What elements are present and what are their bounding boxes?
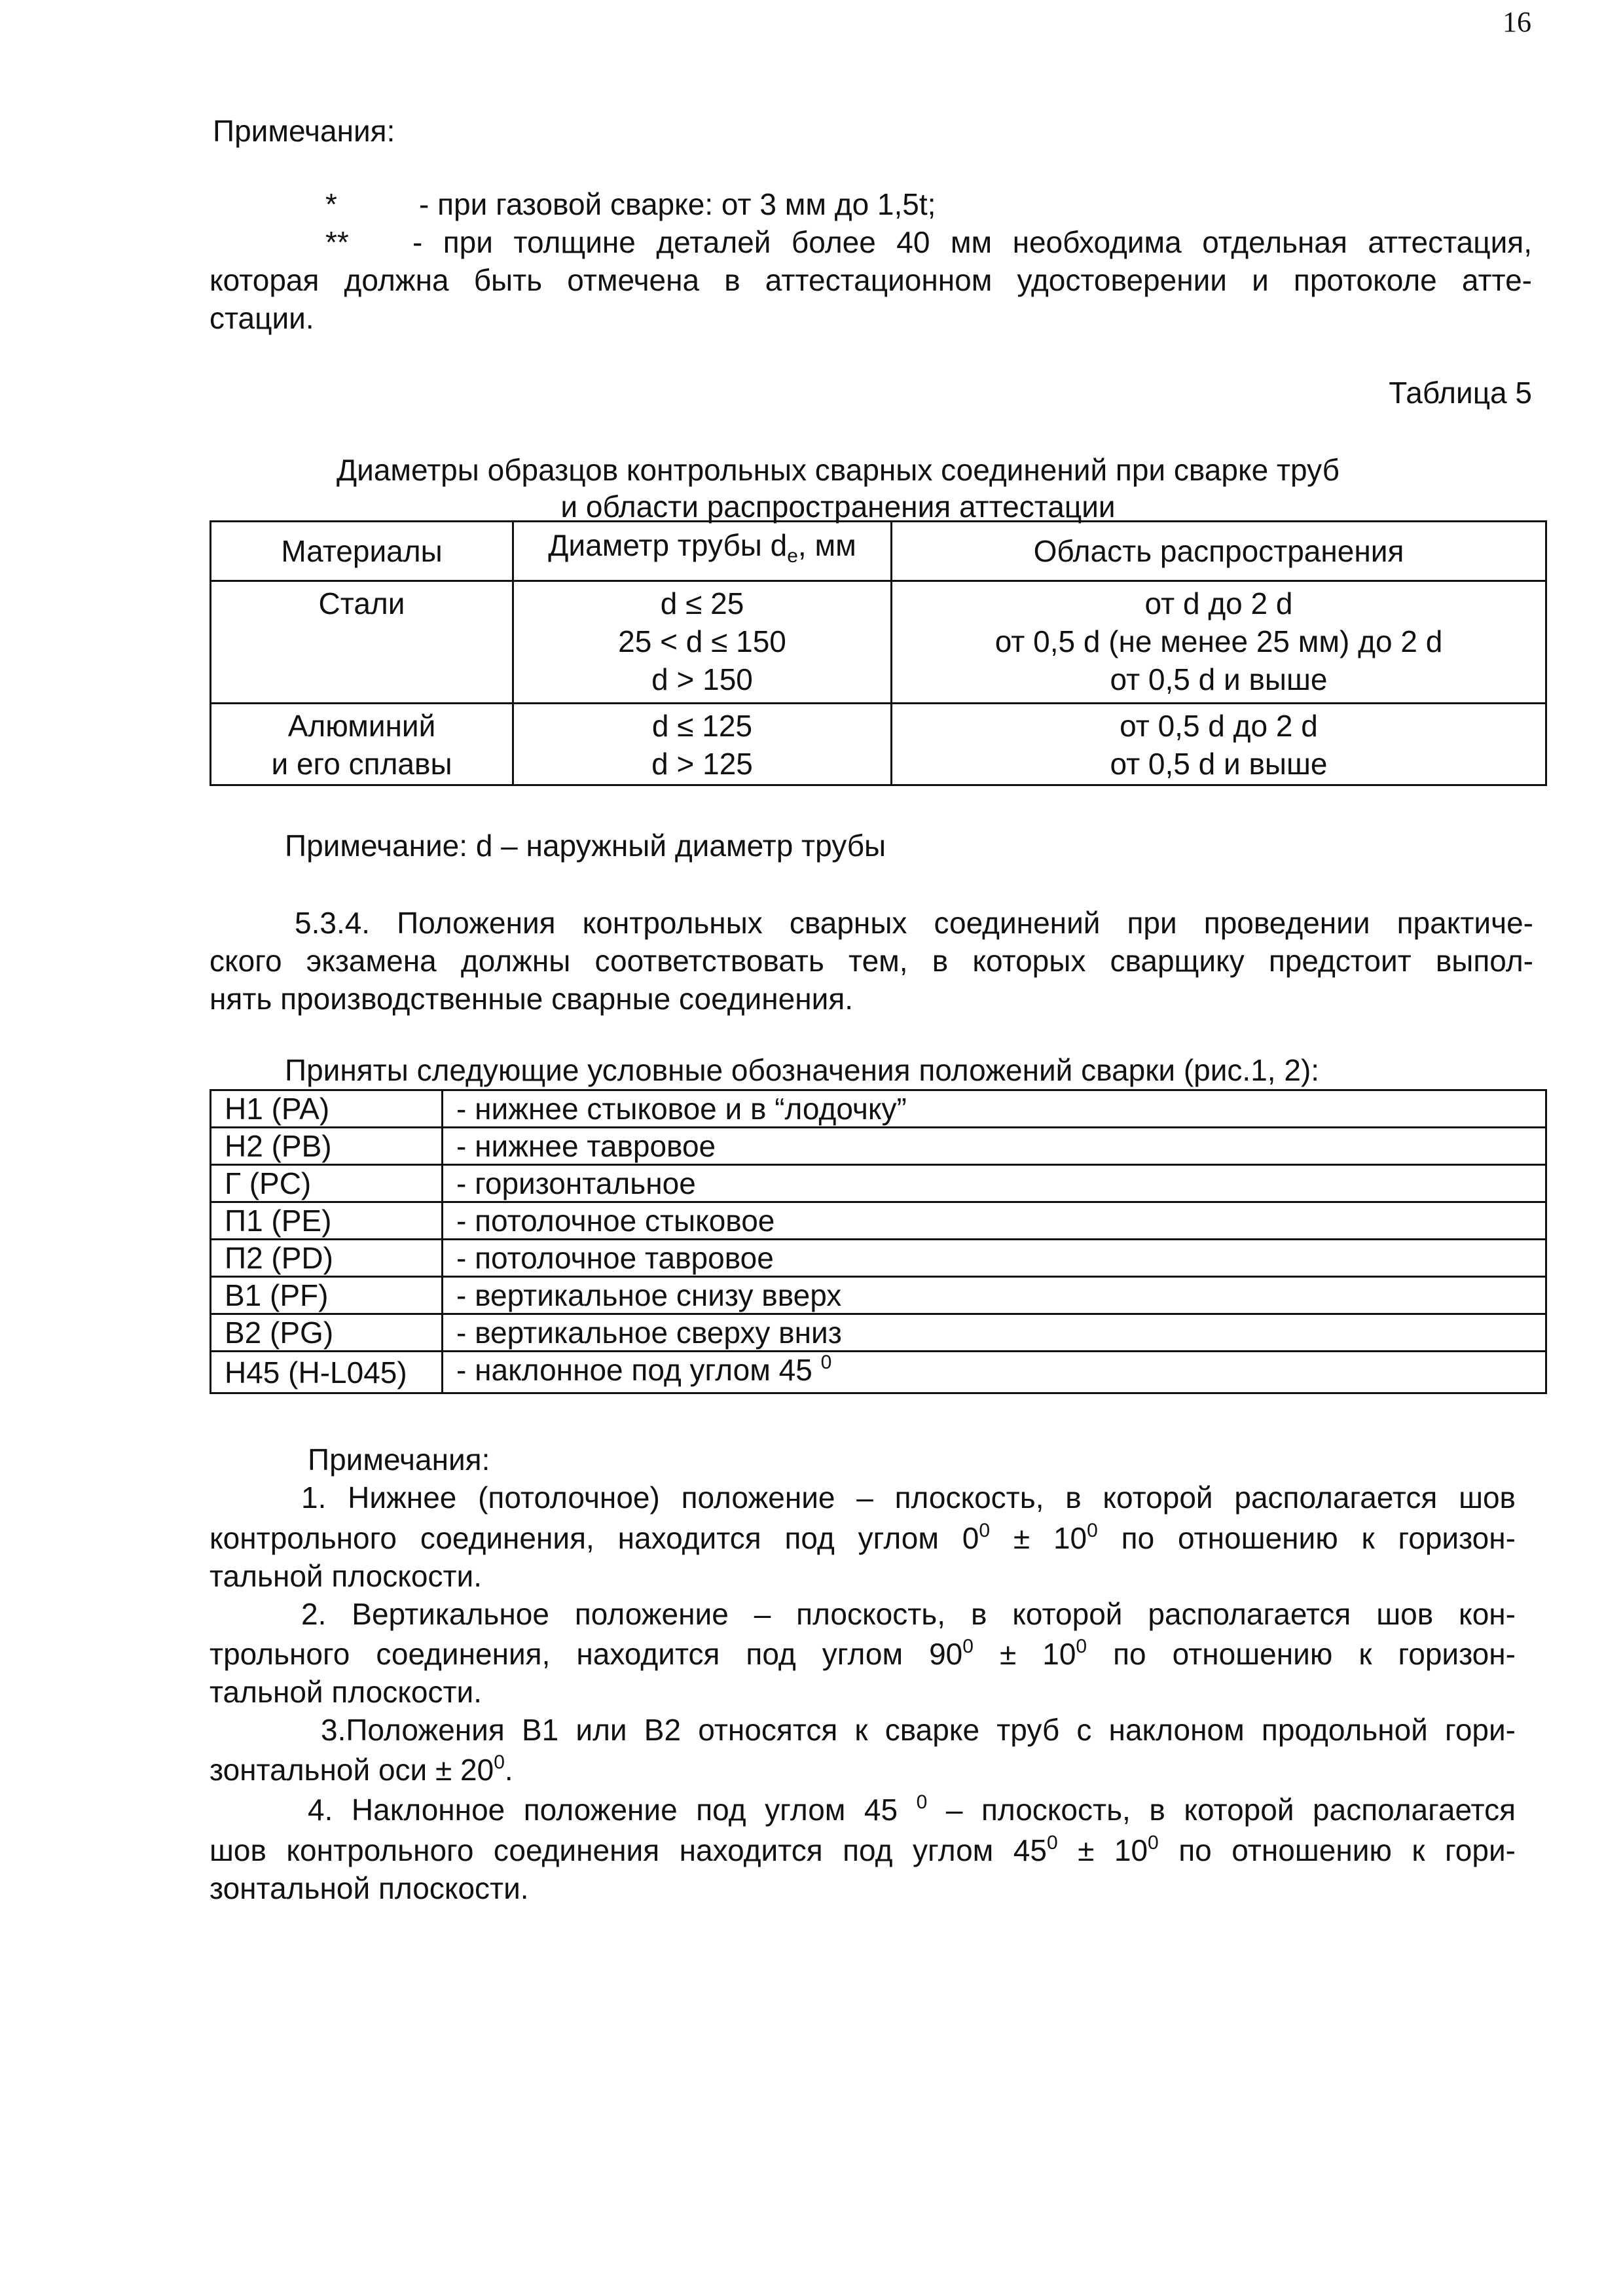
note4-line3: зонтальной плоскости. xyxy=(210,1871,529,1905)
note4-line2: шов контрольного соединения находится под углом $45^0 \pm 10^0$ по отношению к гори- xyxy=(210,1832,1516,1867)
table-row xyxy=(211,1240,1546,1277)
table-caption-line1: Диаметры образцов контрольных сварных соединений при сварке труб xyxy=(337,453,1340,487)
diameters-table xyxy=(210,520,1547,786)
position-code: Г (PC) xyxy=(211,1165,443,1202)
table-row xyxy=(211,581,1546,704)
footnote-continuation: которая должна быть отмечена в аттестационном удостоверении и протоколе атте- xyxy=(210,263,1532,297)
note2-line2: трольного соединения, находится под углом $90^0 \pm 10^0$ по отношению к горизон- xyxy=(210,1636,1516,1671)
table-note: Примечание: d – наружный диаметр трубы xyxy=(285,829,886,863)
header-area: Область распространения xyxy=(892,522,1546,581)
note2-line1: 2. Вертикальное положение – плоскость, в которой располагается шов кон- xyxy=(301,1597,1516,1631)
material-cell: Алюминий и его сплавы xyxy=(211,704,513,785)
table-row xyxy=(211,1202,1546,1240)
section-534-line3: нять производственные сварные соединения. xyxy=(210,982,854,1016)
note3-line1: 3.Положения В1 или В2 относятся к сварке труб с наклоном продольной гори- xyxy=(321,1713,1516,1747)
note4-line1: 4. Наклонное положение под углом 45 $^0$ – плоскость, в которой располагается xyxy=(308,1791,1516,1827)
position-desc: - потолочное тавровое xyxy=(443,1240,1546,1277)
notes-title: Примечания: xyxy=(213,114,395,148)
footnote-mark-star: * xyxy=(325,187,337,221)
note1-line1: 1. Нижнее (потолочное) положение – плоскость, в которой располагается шов xyxy=(301,1480,1516,1515)
note1-line2: контрольного соединения, находится под углом $0^0 \pm 10^0$ по отношению к горизон- xyxy=(210,1520,1516,1555)
positions-intro: Приняты следующие условные обозначения положений сварки (рис.1, 2): xyxy=(285,1053,1320,1087)
section-534-line2: ского экзамена должны соответствовать тем, в которых сварщику предстоит выпол- xyxy=(210,944,1533,978)
area-cell: от 0,5 d до 2 d от 0,5 d и выше xyxy=(892,704,1546,785)
table-row xyxy=(211,704,1546,785)
page-number: 16 xyxy=(1503,6,1531,38)
position-desc: - вертикальное сверху вниз xyxy=(443,1314,1546,1352)
diameter-cell: d ≤ 125 d > 125 xyxy=(513,704,892,785)
table-row xyxy=(211,1128,1546,1165)
footnote-text-thickness: - при толщине деталей более 40 мм необходима отдельная аттестация, xyxy=(412,225,1532,259)
position-code: В2 (PG) xyxy=(211,1314,443,1352)
position-desc: - наклонное под углом 45 $^0$ xyxy=(443,1352,1546,1393)
position-code: П2 (PD) xyxy=(211,1240,443,1277)
table-row xyxy=(211,1277,1546,1314)
position-code: Н1 (PA) xyxy=(211,1090,443,1128)
table-row xyxy=(211,1352,1546,1393)
footnote-text-gas: - при газовой сварке: от 3 мм до 1,5t; xyxy=(419,187,936,221)
position-code: Н45 (H-L045) xyxy=(211,1352,443,1393)
header-diameter: Диаметр трубы $d_e$, мм xyxy=(513,522,892,581)
note3-line2: зонтальной оси ± $20^0$. xyxy=(210,1751,513,1787)
table-row xyxy=(211,1314,1546,1352)
table-header-row xyxy=(211,522,1546,581)
table-label: Таблица 5 xyxy=(1389,376,1532,410)
material-cell: Стали xyxy=(211,581,513,704)
footnote-continuation-end: стации. xyxy=(210,301,314,335)
note2-line3: тальной плоскости. xyxy=(210,1675,483,1709)
table-row xyxy=(211,1090,1546,1128)
position-code: П1 (PE) xyxy=(211,1202,443,1240)
area-cell: от d до 2 d от 0,5 d (не менее 25 мм) до 2 d от 0,5 d и выше xyxy=(892,581,1546,704)
header-materials: Материалы xyxy=(211,522,513,581)
position-desc: - потолочное стыковое xyxy=(443,1202,1546,1240)
notes2-title: Примечания: xyxy=(308,1443,490,1477)
position-code: Н2 (PB) xyxy=(211,1128,443,1165)
table-caption-line2: и области распространения аттестации xyxy=(560,490,1116,524)
position-desc: - нижнее стыковое и в “лодочку” xyxy=(443,1090,1546,1128)
position-desc: - горизонтальное xyxy=(443,1165,1546,1202)
section-534-line1: 5.3.4. Положения контрольных сварных соединений при проведении практиче- xyxy=(295,906,1533,940)
table-row xyxy=(211,1165,1546,1202)
positions-table xyxy=(210,1089,1547,1394)
note1-line3: тальной плоскости. xyxy=(210,1559,483,1593)
diameter-cell: d ≤ 25 25 < d ≤ 150 d > 150 xyxy=(513,581,892,704)
position-desc: - нижнее тавровое xyxy=(443,1128,1546,1165)
footnote-mark-double-star: ** xyxy=(325,225,349,259)
position-desc: - вертикальное снизу вверх xyxy=(443,1277,1546,1314)
position-code: В1 (PF) xyxy=(211,1277,443,1314)
